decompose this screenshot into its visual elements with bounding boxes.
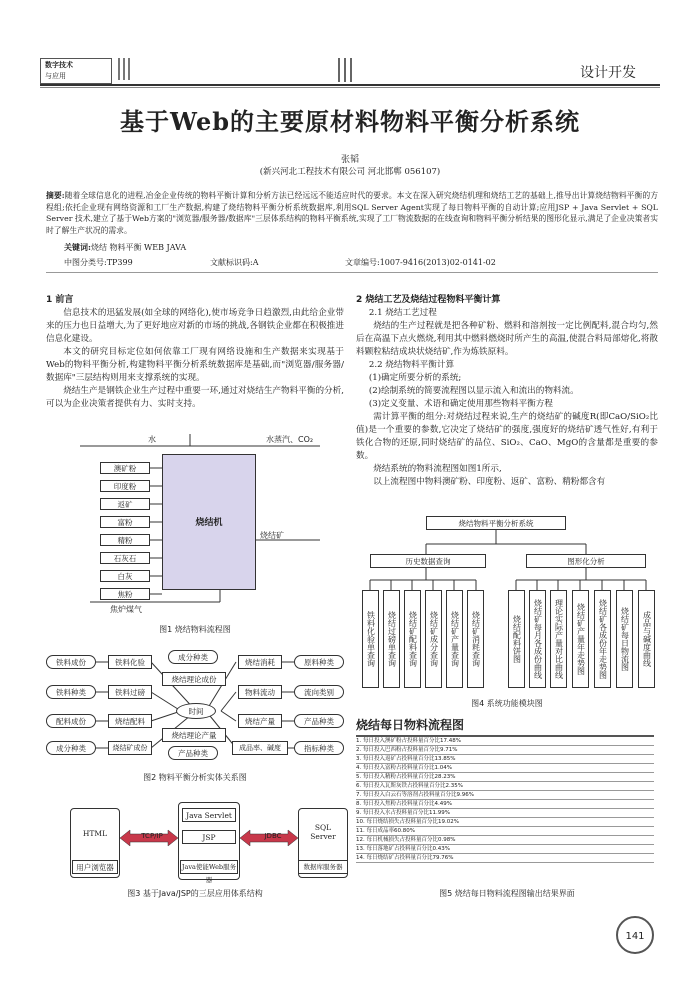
fig5-row: 3. 每日投入返矿占投料量百分比13.85%	[356, 755, 654, 764]
output-label: 烧结矿	[260, 531, 284, 540]
fig4-group-history: 历史数据查询	[370, 554, 486, 568]
subsection-2-2: 2.2 烧结物料平衡计算	[368, 360, 455, 370]
input-box: 精粉	[100, 534, 150, 546]
fig4-leaf: 烧结矿消耗查询	[467, 590, 484, 688]
section-2-title: 2 烧结工艺及烧结过程物料平衡计算	[356, 295, 501, 305]
fig4-leaf: 烧结矿配料查询	[404, 590, 421, 688]
input-box: 印度粉	[100, 480, 150, 492]
er-node: 烧结理论成份	[162, 672, 226, 686]
doc-code: 文献标识码:A	[210, 258, 259, 267]
figure-3-caption: 图3 基于Java/JSP的三层应用体系结构	[127, 889, 263, 898]
header-rule-thin	[40, 87, 660, 88]
figure-5	[356, 716, 654, 876]
input-box: 焦粉	[100, 588, 150, 600]
author: 张韬	[340, 155, 359, 165]
db-box: SQL Server	[298, 808, 348, 878]
page-number: 141	[616, 916, 654, 954]
input-box: 石灰石	[100, 552, 150, 564]
fig4-leaf: 烧结矿各成份年走势图	[594, 590, 611, 688]
fig4-leaf: 烧结矿每月各成份曲线	[529, 590, 546, 688]
client-box: HTML	[70, 808, 120, 878]
article-title: 基于Web的主要原材料物料平衡分析系统	[119, 107, 581, 136]
er-node: 产品种类	[168, 746, 218, 760]
er-node: 铁料成份	[46, 655, 96, 669]
er-node: 原料种类	[294, 655, 344, 669]
fig5-row: 12. 每日机械损失占投料量百分比0.98%	[356, 836, 654, 845]
keywords: 关键词:烧结 物料平衡 WEB JAVA	[64, 242, 187, 252]
fig4-leaf: 烧结矿每日物流图	[616, 590, 633, 688]
fig4-leaf: 烧结矿产量查询	[446, 590, 463, 688]
figure-5-caption: 图5 烧结每日物料流程图输出结果界面	[439, 889, 575, 898]
fig5-row: 5. 每日投入精粉占投料量百分比28.23%	[356, 773, 654, 782]
article-number: 文章编号:1007-9416(2013)02-0141-02	[345, 258, 496, 267]
paragraph: 需计算平衡的组分:对烧结过程来说,生产的烧结矿的碱度R(即CaO/SiO₂比值)是一个重要的参数,它决定了烧结矿的强度,强度好的烧结矿透气性好,有利于铁化合物的还原,同时烧结矿的品位、SiO₂、CaO、MgO的含量都是重要的参数。	[356, 412, 658, 461]
client-label: 用户浏览器	[72, 860, 118, 874]
er-node: 烧结理论产量	[162, 728, 226, 742]
er-node: 成分种类	[168, 650, 218, 664]
er-node: 铁料种类	[46, 685, 96, 699]
figure-2	[46, 648, 344, 762]
paragraph: 信息技术的迅猛发展(如全球的网络化),使市场竞争日趋激烈,由此给企业带来的压力也日益增大,为了更好地应对新的市场的挑战,各钢铁企业都在积极推进信息化建设。	[46, 308, 344, 344]
figure-4	[356, 514, 658, 694]
fig5-row: 13. 每日落地矿占投料量百分比0.43%	[356, 845, 654, 854]
fig4-root: 烧结物料平衡分析系统	[426, 516, 566, 530]
gas-label: 焦炉煤气	[110, 605, 142, 614]
db-label: 数据库服务器	[298, 860, 348, 874]
input-box: 返矿	[100, 498, 150, 510]
jdbc-label: JDBC	[264, 832, 282, 840]
paragraph: 本文的研究目标定位如何依靠工厂现有网络设施和生产数据来实现基于Web的物料平衡分析,构建物料平衡分析系统数据库是基础,而"浏览器/服务器/数据库"三层结构则用来支撑系统的实现。	[46, 347, 344, 383]
water-label: 水	[148, 435, 156, 444]
steam-label: 水蒸汽、CO₂	[266, 435, 314, 444]
figure-4-caption: 图4 系统功能模块图	[471, 699, 543, 708]
fig5-row: 1. 每日投入澳矿粉占投料量百分比17.48%	[356, 737, 654, 746]
fig5-row: 6. 每日投入瓦斯灰铁占投料量百分比2.35%	[356, 782, 654, 791]
fig4-leaf: 烧结过磅单查询	[383, 590, 400, 688]
affiliation: (新兴河北工程技术有限公司 河北邯郸 056107)	[259, 167, 441, 177]
fig5-list	[356, 735, 654, 863]
jsp-box: JSP	[182, 830, 236, 844]
fig4-leaf: 铁料化验单查询	[362, 590, 379, 688]
fig5-row: 7. 每日投入白云石等溶剂占投料量百分比9.96%	[356, 791, 654, 800]
paragraph: 以上流程图中物料澳矿粉、印度粉、返矿、富粉、精粉都含有	[373, 477, 606, 487]
divider	[46, 272, 658, 273]
fig4-leaf: 烧结配料饼图	[508, 590, 525, 688]
er-node: 成分种类	[46, 741, 96, 755]
er-node: 烧结矿成份	[108, 741, 152, 755]
er-node-time: 时间	[176, 703, 216, 719]
abstract: 摘要:随着全球信息化的进程,冶金企业传统的物料平衡计算和分析方法已经远远不能适应时代的要求。本文在深入研究烧结机理和烧结工艺的基础上,推导出计算烧结物料平衡的方程组;依托企业现有网络资源和工厂生产数据,构建了烧结物料平衡分析系统数据库,利用SQL Server Agent实现了每日物料平衡的自动计算;应用JSP + Java Servlet + SQL Server 技术,建立了基于Web方案的"浏览器/服务器/数据库"三层体系结构的物料平衡系统,实现了工厂物流数据的在线查询和物料平衡分析结果的图形化显示,满足了企业决策者实时了解生产状况的需求。	[46, 191, 658, 235]
section-label: 设计开发	[580, 65, 636, 81]
right-column-text	[356, 294, 658, 489]
figure-3	[70, 802, 350, 882]
paragraph: 烧结生产是钢铁企业生产过程中重要一环,通过对烧结生产物料平衡的分析,可以为企业决策者提供有力、实时支持。	[46, 386, 344, 409]
list-item: (3)定义变量、术语和确定使用那些物料平衡方程	[368, 399, 553, 409]
figure-1-caption: 图1 烧结物料流程图	[159, 625, 231, 634]
left-column-text	[46, 294, 344, 411]
fig5-title: 烧结每日物料流程图	[356, 718, 465, 732]
er-node: 烧结配料	[108, 714, 152, 728]
er-node: 铁料过磅	[108, 685, 152, 699]
er-node: 成品率、碱度	[232, 741, 288, 755]
figure-4-lines	[356, 514, 658, 694]
er-node: 指标种类	[294, 741, 344, 755]
figure-2-caption: 图2 物料平衡分析实体关系图	[143, 773, 247, 782]
fig4-leaf: 成品与碱度曲线	[638, 590, 655, 688]
figure-1	[70, 434, 350, 614]
er-node: 产品种类	[294, 714, 344, 728]
paragraph: 烧结系统的物料流程图如图1所示,	[373, 464, 502, 474]
web-server-box: Java使能Web服务器	[180, 860, 238, 874]
fig5-row: 10. 每日烧结损失占投料量百分比19.02%	[356, 818, 654, 827]
er-node: 物料流动	[238, 685, 282, 699]
er-node: 烧结产量	[238, 714, 282, 728]
er-node: 配料成份	[46, 714, 96, 728]
fig4-leaf: 烧结矿成分查询	[425, 590, 442, 688]
sintering-machine: 烧结机	[162, 454, 256, 590]
header-bars	[118, 58, 178, 80]
input-box: 白灰	[100, 570, 150, 582]
fig4-leaf: 烧结矿产量年走势图	[572, 590, 589, 688]
fig5-row: 8. 每日投入焦粉占投料量百分比4.49%	[356, 800, 654, 809]
fig5-row: 2. 每日投入巴西粉占投料量百分比9.71%	[356, 746, 654, 755]
header-center-bars	[338, 58, 360, 82]
er-node: 流向类别	[294, 685, 344, 699]
subsection-2-1: 2.1 烧结工艺过程	[368, 308, 437, 318]
list-item: (2)绘制系统的简要流程图以显示流入和流出的物料流。	[368, 386, 579, 396]
list-item: (1)确定所要分析的系统;	[368, 373, 462, 383]
section-1-title: 1 前言	[46, 295, 74, 305]
fig4-leaf: 理论实际产量对比曲线	[550, 590, 567, 688]
fig5-row: 9. 每日投入水占投料量百分比11.99%	[356, 809, 654, 818]
header-rule	[40, 84, 660, 86]
paragraph: 烧结的生产过程就是把各种矿粉、燃料和溶剂按一定比例配料,混合均匀,然后在高温下点火燃烧,利用其中燃料燃烧时所产生的高温,使混合料局部熔化,将散料颗粒粘结成块状烧结矿,作为炼铁原料。	[356, 321, 658, 357]
fig4-group-graph: 图形化分析	[526, 554, 646, 568]
fig5-row: 4. 每日投入富粉占投料量百分比1.04%	[356, 764, 654, 773]
er-node: 烧结消耗	[238, 655, 282, 669]
fig5-row: 11. 每日成品率60.80%	[356, 827, 654, 836]
fig5-row: 14. 每日烧结矿占投料量百分比79.76%	[356, 854, 654, 863]
servlet-box: Java Servlet	[182, 808, 236, 822]
input-box: 富粉	[100, 516, 150, 528]
er-node: 铁料化验	[108, 655, 152, 669]
journal-logo: 数字技术 与应用	[40, 58, 112, 84]
clc-number: 中图分类号:TP399	[64, 258, 133, 267]
tcpip-label: TCP/IP	[141, 832, 163, 840]
input-box: 澳矿粉	[100, 462, 150, 474]
